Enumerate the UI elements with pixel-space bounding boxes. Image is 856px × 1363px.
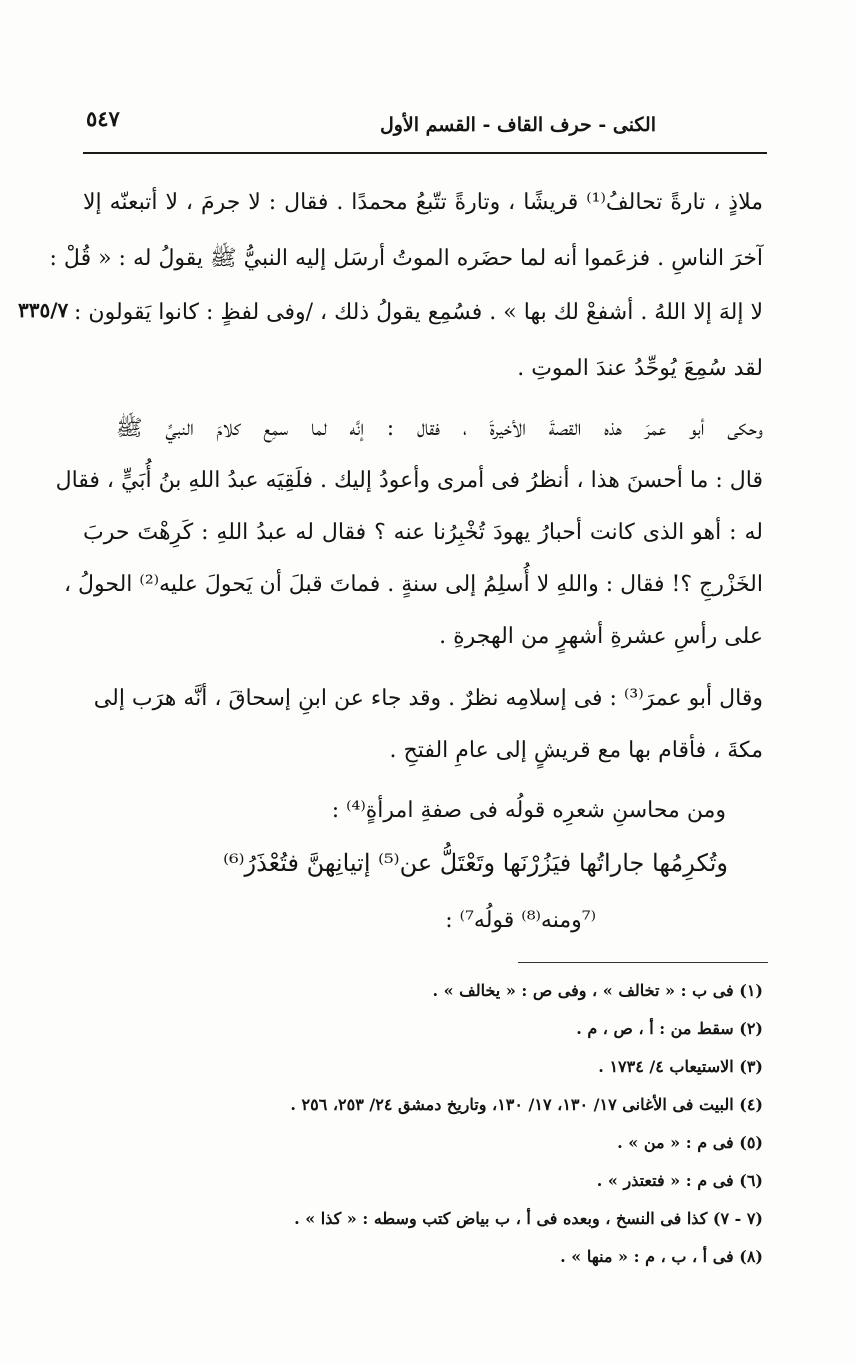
footnote: (٥) فى م : « من » . (617, 1133, 763, 1152)
text-line: ملاذٍ ، تارةً تحالفُ⁽¹⁾ قريشًا ، وتارةً تتّبعُ محمدًا . فقال : لا جرمَ ، لا أتبعنّه إلا (83, 190, 764, 215)
text-line: على رأسِ عشرةِ أشهرٍ من الهجرةِ . (439, 624, 763, 649)
footnote: (٣) الاستيعاب ٤/ ١٧٣٤ . (598, 1057, 763, 1076)
margin-volume-page-note: ٣٣٥/٧ (18, 298, 69, 322)
text-line: ومن محاسنِ شعرِه قولُه فى صفةِ امرأةٍ⁽⁴⁾ : (331, 798, 726, 823)
footnote: (٧ - ٧) كذا فى النسخ ، وبعده فى أ ، ب بياض كتب وسطه : « كذا » . (294, 1209, 763, 1228)
text-line: آخرَ الناسِ . فزعَموا أنه لما حضَره الموتُ أرسَل إليه النبيُّ ﷺ يقولُ له : « قُلْ : (49, 246, 763, 271)
text-line: قال : ما أحسنَ هذا ، أنظرُ فى أمرى وأعودُ إليك . فلَقِيَه عبدُ اللهِ بنُ أُبَيٍّ ، فقال (55, 468, 763, 493)
text-line: لقد سُمِعَ يُوحِّدُ عندَ الموتِ . (517, 356, 763, 381)
footnote: (٤) البيت فى الأغانى ١٧/ ١٣٠، ١٧/ ١٣٠، وتاريخ دمشق ٢٤/ ٢٥٣، ٢٥٦ . (290, 1095, 763, 1114)
poem-verse: وتُكرِمُها جاراتُها فيَزُرْنَها وتَعْتَلُّ عن⁽⁵⁾ إتيانِهنَّ فتُعْذَرُ⁽⁶⁾ (223, 849, 728, 877)
footnote: (١) فى ب : « تخالف » ، وفى ص : « يخالف » . (432, 981, 763, 1000)
text-line: له : أهو الذى كانت أحبارُ يهودَ تُخْبِرُنا عنه ؟ فقال له عبدُ اللهِ : كَرِهْتَ حربَ (83, 520, 763, 545)
footnote-rule (518, 962, 768, 963)
header-rule (83, 152, 767, 154)
footnote: (٢) سقط من : أ ، ص ، م . (576, 1019, 763, 1038)
page-number: ٥٤٧ (86, 106, 120, 131)
text-line: وقال أبو عمرَ⁽³⁾ : فى إسلامِه نظرٌ . وقد جاء عن ابنِ إسحاقَ ، أنَّه هرَب إلى (93, 686, 763, 711)
text-line: وحكى أبو عمرَ هذه القصةَ الأخيرةَ ، فقال : إنَّه لما سمِع كلامَ النبيِّ ﷺ (116, 416, 763, 441)
footnote: (٨) فى أ ، ب ، م : « منها » . (560, 1247, 763, 1266)
text-line: مكةَ ، فأقام بها مع قريشٍ إلى عامِ الفتحِ . (389, 738, 763, 763)
text-line: ⁽⁷ومنه⁽⁸⁾ قولُه⁷⁾ : (445, 908, 596, 933)
text-line: الخَزْرجِ ؟! فقال : واللهِ لا أُسلِمُ إلى سنةٍ . فماتَ قبلَ أن يَحولَ عليه⁽²⁾ الحولُ ، (63, 572, 763, 597)
running-header: الكنى - حرف القاف - القسم الأول (379, 114, 656, 136)
footnote: (٦) فى م : « فتعتذر » . (596, 1171, 763, 1190)
text-line: لا إلهَ إلا اللهُ . أشفعْ لك بها » . فسُمِع يقولُ ذلك ، /وفى لفظٍ : كانوا يَقولون : (74, 300, 763, 325)
